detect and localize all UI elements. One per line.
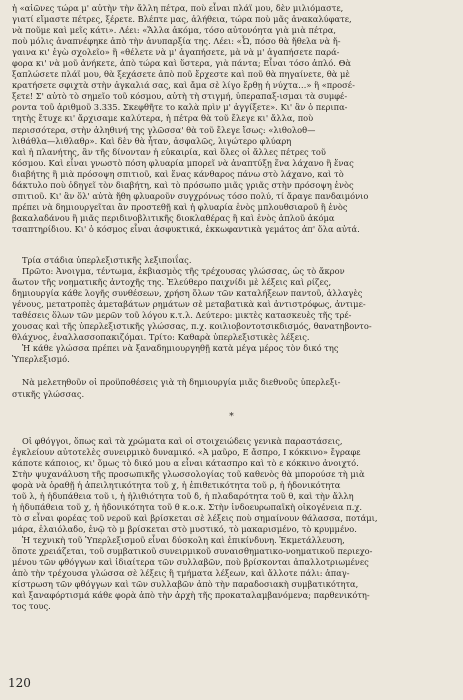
text-line: ἀπὸ τὴν τρέχουσα γλώσσα σὲ λέξεις ἢ τμήματα λέξεων, καὶ ἄλλοτε πάλι: ἀπαγ- bbox=[12, 568, 350, 579]
text-line: γαινα κι' ἐγὼ σχολεῖο» ἢ «θέλετε νὰ μ' ἀγαπήσετε, μὰ νὰ μ' ἀγαπήσετε παρά- bbox=[12, 47, 340, 58]
text-line: ὅποτε χρειάζεται, τοῦ συμβατικοῦ συνειρμικοῦ συναισθηματικο-νοηματικοῦ περιεχο- bbox=[12, 546, 373, 557]
text-line: περισσότερα, στὴν ἀληθινή της γλῶσσα' θὰ τοῦ ἔλεγε ἴσως: «λιθολοθ— bbox=[12, 124, 316, 135]
text-line: δάκτυλο ποὺ ὁδηγεῖ τὸν διαβήτη, καὶ τὸ πρόσωπο μιᾶς γριᾶς στὴν πρόσοψη ἑνὸς bbox=[12, 179, 354, 190]
text-line: Ἡ τεχνικὴ τοῦ Ὑπερλεξισμοῦ εἶναι δύσκολη καὶ ἐπικίνδυνη. Ἐκμετάλλευση, bbox=[22, 534, 345, 545]
text-line: ἄωτον τῆς νοηματικῆς ἀντοχῆς της. Ἐλεύθερο παιχνίδι μὲ λέξεις καὶ ρίζες, bbox=[12, 277, 332, 288]
text-line: ἐγκλείουν αὐτοτελὲς συνειρμικὸ δυναμικό. «Ἀ μαῦρο, Ε ἄσπρο, Ι κόκκινο» ἔγραφε bbox=[12, 446, 361, 457]
text-line: μάρα, ἐλαιόλαδο, ἐνῷ τὸ μ βρίσκεται στὸ μυστικό, τὸ μακαρισμένο, τὸ κρυμμένο. bbox=[12, 523, 357, 534]
text-line: τος τους. bbox=[12, 601, 51, 612]
text-line: τοῦ λ, ἡ ἡδυπάθεια τοῦ ι, ἡ ἠλιθιότητα τοῦ δ, ἡ πλαδαρότητα τοῦ θ, καὶ τὴν ἄλλη bbox=[12, 490, 354, 501]
text-line: δημιουργία κάθε λογῆς συνθέσεων, χρήση ὅλων τῶν καταλήξεων παντοῦ, ἀλλαγὲς bbox=[12, 288, 363, 299]
text-line: μένου τῶν φθόγγων καὶ ἰδιαίτερα τῶν συλλαβῶν, ποὺ βρίσκονται ἀπαλλοτριωμένες bbox=[12, 557, 369, 568]
text-line: τσαπτηρίδιου. Κι' ὁ κόσμος εἶναι ἀσφυκτικά, ἐκκωφαντικὰ γεμάτος ἀπ' ὅλα αὐτά. bbox=[12, 223, 360, 234]
text-line: Νὰ μελετηθοῦν οἱ προϋποθέσεις γιὰ τὴ δημιουργία μιᾶς διεθνοῦς ὑπερλεξι- bbox=[22, 377, 341, 388]
text-line: νὰ ποῦμε καὶ μεῖς κάτι». Λέει: «Ἄλλα ἀκόμα, τόσο αὐτονόητα γιὰ μιὰ πέτρα, bbox=[12, 25, 336, 36]
text-line: ξαπλώσετε πλάϊ μου, θὰ ξεχάσετε ἀπὸ ποῦ ἔρχεστε καὶ ποῦ θὰ πηγαίνετε, θὰ μὲ bbox=[12, 69, 350, 80]
text-line: κίστρωση τῶν φθόγγων καὶ τῶν συλλαβῶν ἀπὸ τὴν παραδοσιακὴ συμβατικότητα, bbox=[12, 579, 359, 590]
text-line: ταθέσεις ὅλων τῶν μερῶν τοῦ λόγου κ.τ.λ. Δεύτερο: μικτὲς κατασκευὲς τῆς τρέ- bbox=[12, 310, 352, 321]
text-line: ροντα τοῦ ἀριθμοῦ 3.335. Σκεφθῆτε το καλὰ πρὶν μ' ἀγγίξετε». Κι' ἂν ὁ περιπα- bbox=[12, 102, 348, 113]
text-line: γιατί εἴμαστε πέτρες, ξέρετε. Βλέπτε μας, ἀλήθεια, τώρα ποὺ μᾶς ἀνακαλύφατε, bbox=[12, 14, 352, 25]
text-line: Στὴν ψυχανάλυση τῆς προσωπικῆς γλωσσολογίας τοῦ καθενὸς θὰ μπορούσε τὴ μιὰ bbox=[12, 468, 365, 479]
text-line: Οἱ φθόγγοι, ὅπως καὶ τὰ χρώματα καὶ οἱ στοιχειώδεις γενικὰ παραστάσεις, bbox=[22, 435, 343, 446]
text-line: λιθάθλα—λιθλαθρ». Καὶ δὲν θὰ ἦταν, ἀσφαλῶς, λιγώτερο φλύαρη bbox=[12, 135, 292, 146]
text-line: διαβήτης ἢ μιὰ πρόσοψη σπιτιοῦ, καὶ ἕνας κάνθαρος πάνω στὸ λάχανο, καὶ τὸ bbox=[12, 168, 344, 179]
text-line: φορα κι' νὰ μοῦ ἀνήκετε, ἀπὸ τώρα καὶ ὕστερα, γιὰ πάντα; Εἶναι τόσο ἁπλό. Θὰ bbox=[12, 58, 351, 69]
text-line: βακαλαδάνου ἢ μιᾶς περιδινοβλιτικῆς διοκλαθέρας ἢ καὶ ἑνὸς ἁπλοῦ ἀκόμα bbox=[12, 212, 335, 223]
text-line: ποὺ μόλις ἀναπνέφηκε ἀπὸ τὴν ἀνυπαρξία της. Λέει: «Ὦ, πόσο θὰ ἤθελα νὰ ἤ- bbox=[12, 36, 341, 47]
text-line: ἡ ἡδυπάθεια τοῦ χ, ἡ ἡδονικότητα τοῦ θ κ.ο.κ. Στὴν ἰνδοευρωπαϊκὴ οἰκογένεια π.χ. bbox=[12, 501, 363, 512]
text-line: ξετε! Σ' αὐτὸ τὸ σημεῖο τοῦ κόσμου, αὐτὴ τὴ στιγμή, ὑπεραπαξ-ισμαι τὰ συμφέ- bbox=[12, 91, 348, 102]
text-line: σπιτιοῦ. Κι' ἂν ὅλ' αὐτὰ ἤθη φλυαροῦν συγχρόνως τόσο πολύ, τί ἄραγε πανδαιμόνιο bbox=[12, 190, 369, 201]
text-line: κάποτε κάποιος, κι' ὅμως τὸ δικό μου α εἶναι κάτασπρο καὶ τὸ ε κόκκινο ἀνοιχτό. bbox=[12, 457, 359, 468]
paragraph-gap bbox=[12, 365, 451, 377]
text-line: καὶ ξαναφόρτισμά κάθε φορὰ ἀπὸ τὴν ἀρχὴ τῆς προκαταλαμβανόμενα; παρθενικότη- bbox=[12, 590, 370, 601]
paragraph-three-stages bbox=[12, 255, 451, 400]
text-line: κόσμου. Καὶ εἶναι γνωστὸ πόση φλυαρία μπορεῖ νὰ ἀναπτύξῃ ἕνα λάχανο ἢ ἕνας bbox=[12, 157, 354, 168]
text-line: φορὰ νὰ ὁραθῇ ἡ ἀπειλητικότητα τοῦ χ, ἡ ἐπιθετικότητα τοῦ ρ, ἡ ἡδονικότητα bbox=[12, 479, 341, 490]
text-line: τὸ σ εἶναι φορέας τοῦ νεροῦ καὶ βρίσκεται σὲ λέξεις ποὺ σημαίνουν θάλασσα, ποτάμι, bbox=[12, 512, 378, 523]
text-line: χουσας καὶ τῆς ὑπερλεξιστικῆς γλώσσας, π.χ. κοιλιοβοντοτσικδισμός, θανατηβοντο- bbox=[12, 321, 372, 332]
text-line: θλάχνος, ἐναλλασσοπακιζόμαι. Τρίτο: Καθαρὰ ὑπερλεξιστικὲς λέξεις. bbox=[12, 332, 310, 343]
section-divider-star: * bbox=[229, 411, 234, 422]
text-line: στικῆς γλώσσας. bbox=[12, 388, 85, 399]
paragraph-stone-speech bbox=[12, 3, 451, 235]
text-line: πρέπει νὰ δημιουργεῖται ἂν προστεθῇ καὶ ἡ φλυαρία ἑνὸς μπλουθσιαροῦ ἢ ἑνὸς bbox=[12, 201, 348, 212]
text-line: κρατήσετε σφιχτὰ στὴν ἀγκαλιά σας, καὶ ἄμα σὲ λίγο ἔρθῃ ἡ νύχτα…» ἢ «προσέ- bbox=[12, 80, 355, 91]
text-line: Ὑπερλεξισμό. bbox=[12, 354, 70, 365]
paragraph-phonemes bbox=[12, 436, 451, 613]
text-line: τητὴς ἔτυχε κι' ἄρχισαμε καλύτερα, ἡ πέτρα θὰ τοῦ ἔλεγε κι' ἄλλα, ποὺ bbox=[12, 113, 314, 124]
text-line: ἡ «αἰῶνες τώρα μ' αὐτὴν τὴν ἄλλη πέτρα, ποὺ εἶναι πλάϊ μου, δὲν μιλιόμαστε, bbox=[12, 3, 344, 13]
text-line: Ἡ κάθε γλώσσα πρέπει νὰ ξαναδημιουργηθῇ κατὰ μέγα μέρος τὸν δικό της bbox=[22, 343, 339, 354]
text-line: Πρῶτο: Ἀνοιγμα, τέντωμα, ἐκβιασμὸς τῆς τρέχουσας γλώσσας, ὡς τὸ ἄκρον bbox=[22, 266, 345, 277]
section-heading: Τρία στάδια ὑπερλεξιστικῆς λεξιποιΐας. bbox=[22, 254, 192, 265]
text-line: καὶ ἡ πλανήτης, ἂν τῆς δίνονταν ἡ εὐκαιρία, καὶ ὅλες οἱ ἄλλες πέτρες τοῦ bbox=[12, 146, 326, 157]
text-line: γένους, μετατροπὲς ἀμεταβάτων ρημάτων σὲ μεταβατικὰ καὶ ἀντιστρόφως, ἀντιμε- bbox=[12, 299, 366, 310]
page-number: 120 bbox=[8, 676, 31, 690]
